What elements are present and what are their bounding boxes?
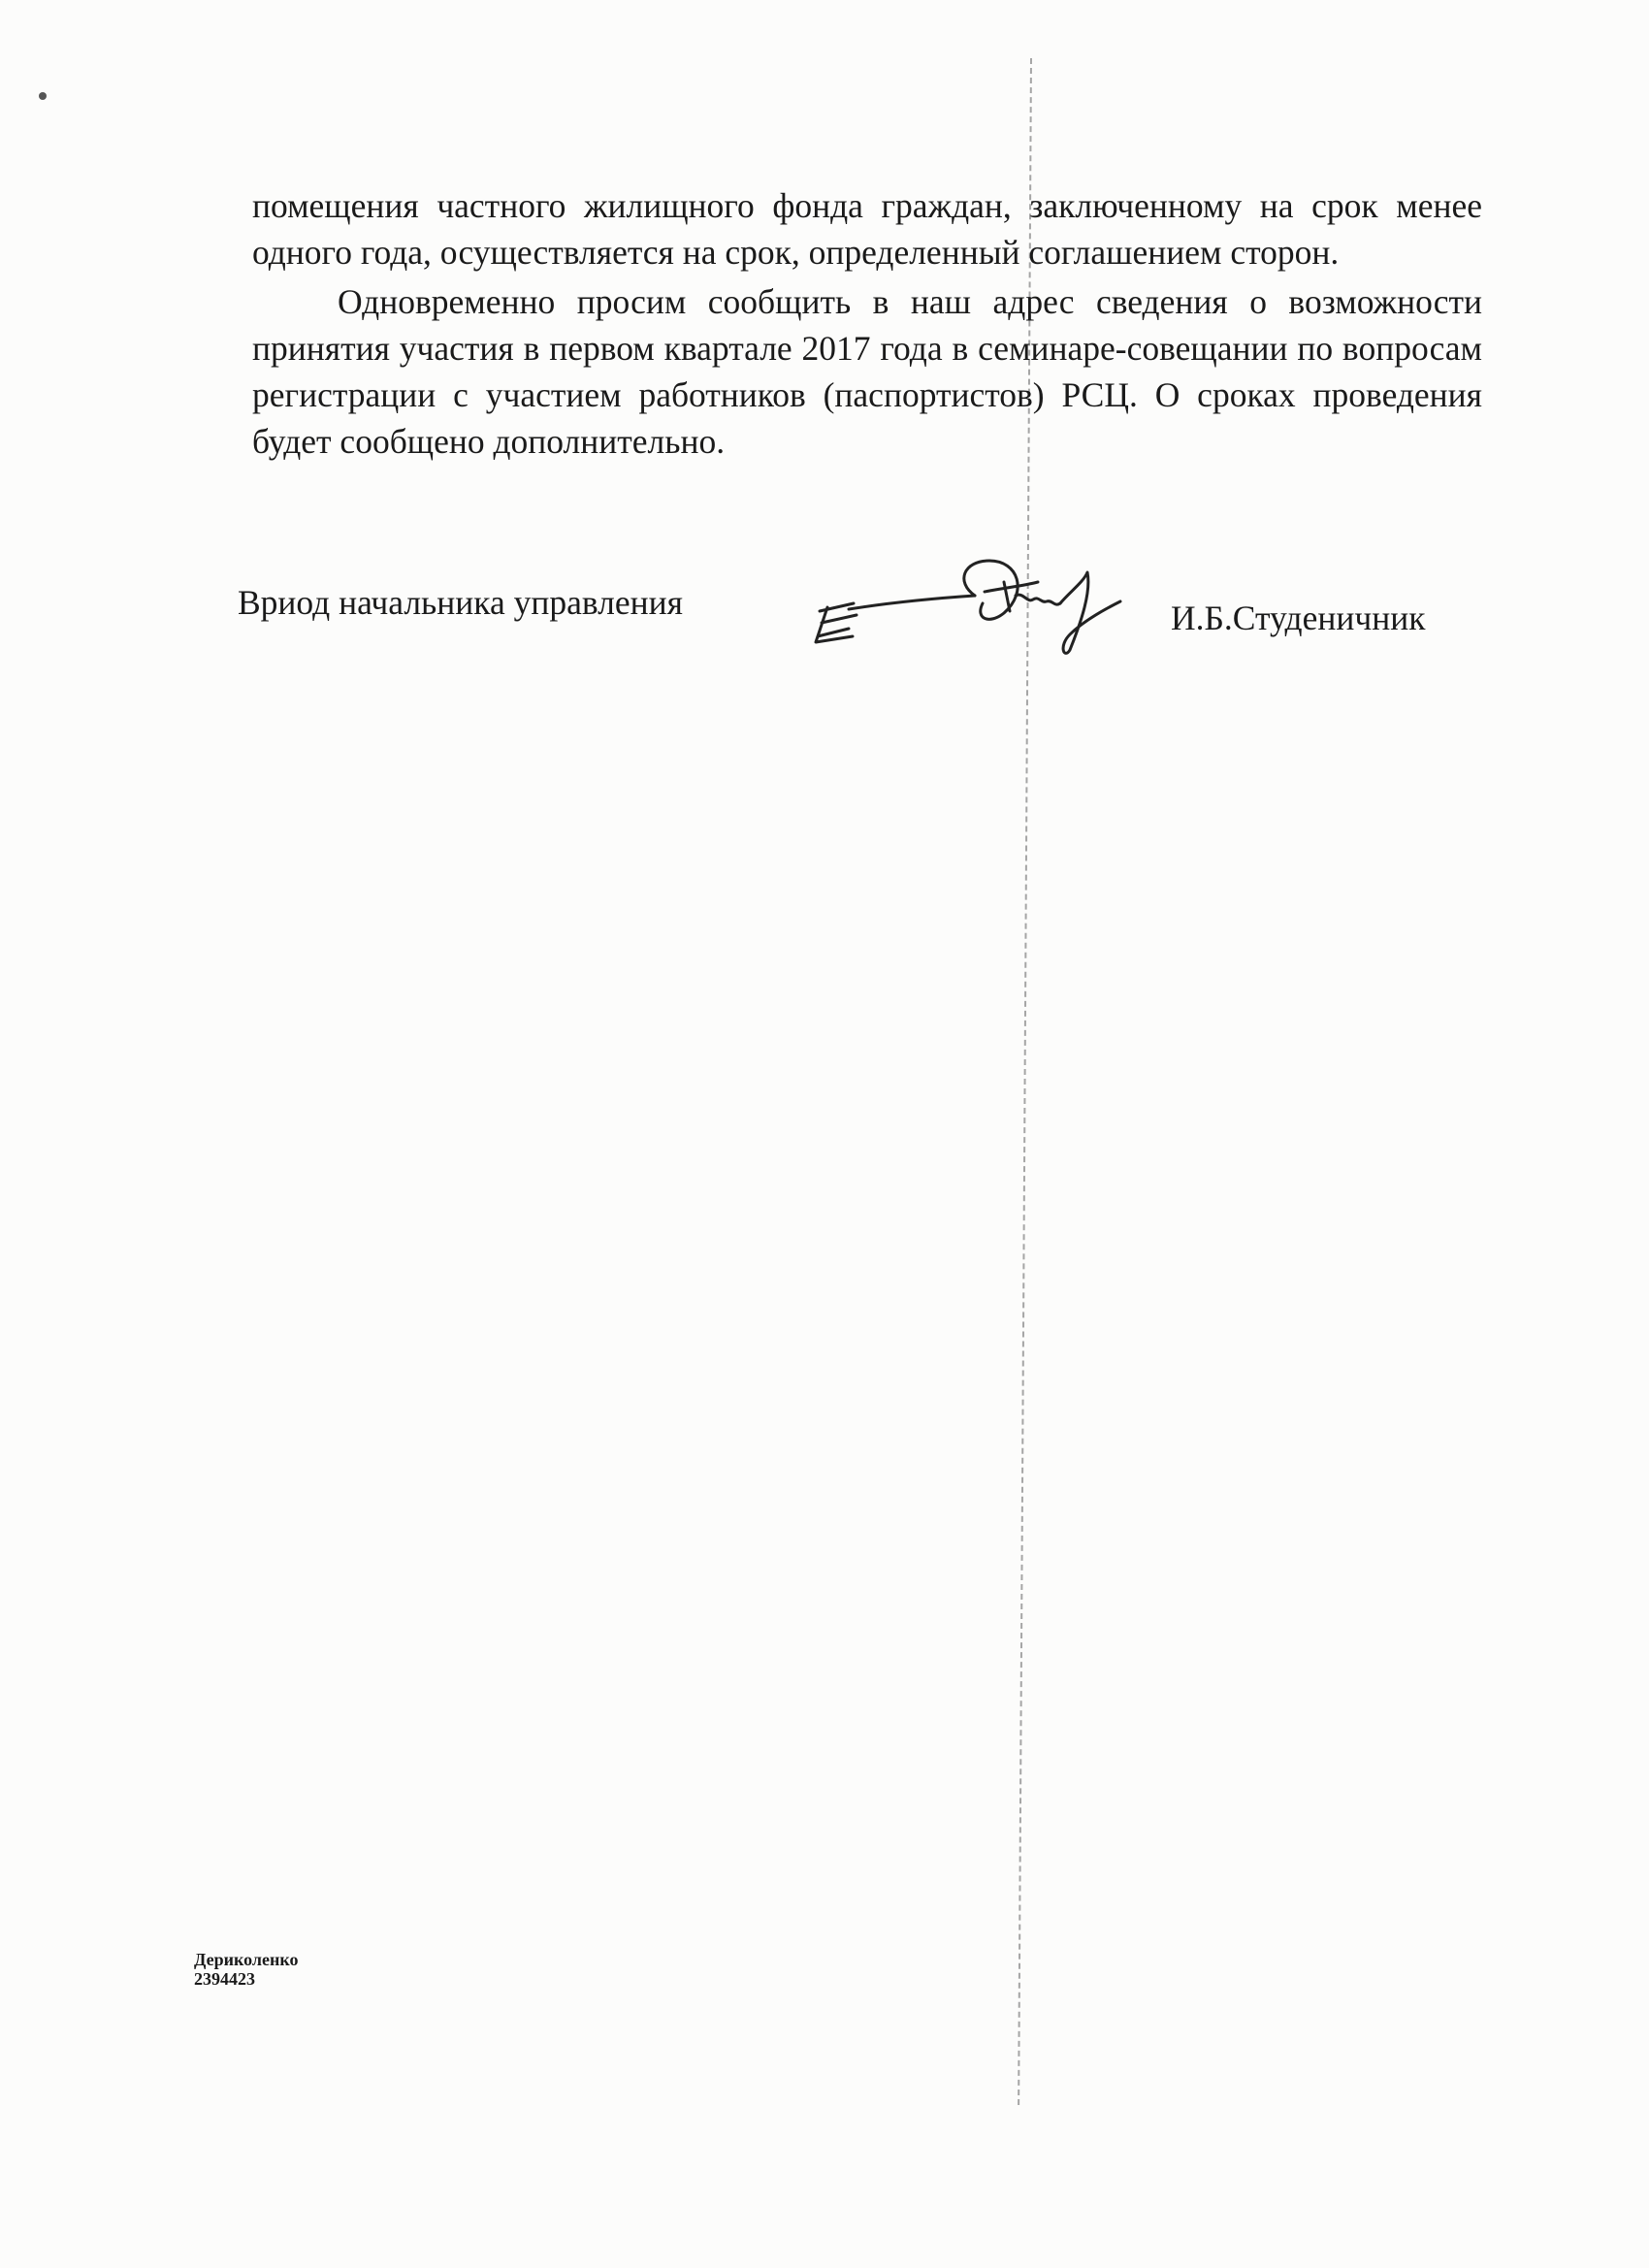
body-paragraph-2: Одновременно просим сообщить в наш адрес сведения о возможности принятия участия в первом квартале 2017 года в семинаре-совещании по вопросам регистрации с участием работников (паспортистов) РСЦ. О сроках проведения будет сообщено дополнительно. xyxy=(252,282,1482,461)
executor-info xyxy=(194,1950,298,1989)
letter-body xyxy=(252,182,1482,465)
scan-mark xyxy=(39,92,47,100)
handwritten-signature xyxy=(810,553,1130,660)
signer-name: И.Б.Студеничник xyxy=(1171,599,1426,637)
signer-title: Вриод начальника управления xyxy=(238,583,683,622)
executor-phone: 2394423 xyxy=(194,1969,255,1989)
body-paragraph-1: помещения частного жилищного фонда граждан, заключенному на срок менее одного года, осуществляется на срок, определенный соглашением сторон. xyxy=(252,186,1482,272)
executor-name: Дериколенко xyxy=(194,1950,299,1969)
signature-block xyxy=(238,553,1489,669)
